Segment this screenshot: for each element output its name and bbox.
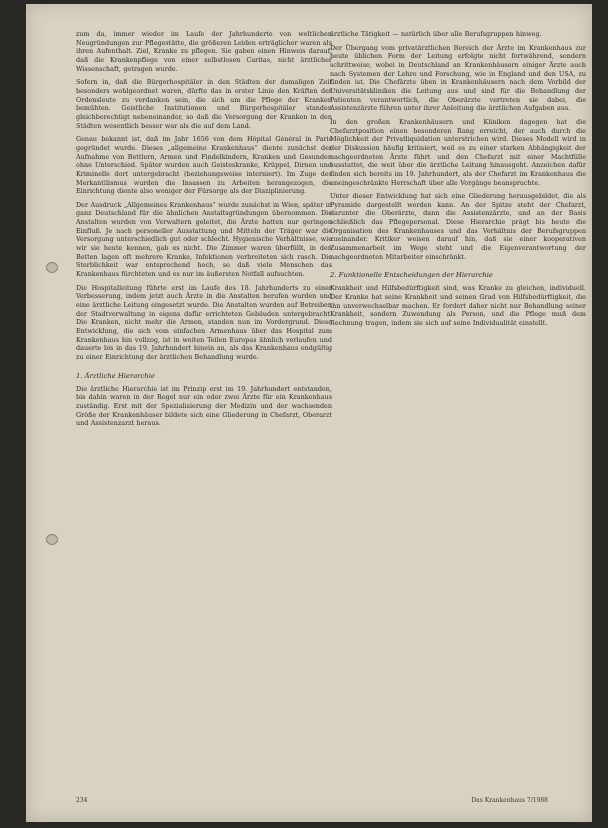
- paragraph: ärztliche Tätigkeit — natürlich über alle Berufsgruppen hinweg.: [330, 30, 542, 38]
- left-column: [76, 30, 332, 433]
- paragraph: Krankheit und Hilfsbedürftigkeit sind, was Kranke zu gleichen, individuell. Der Kranke hat seine Krankheit und seinen Grad von Hilfsbedürftigkeit, die ihn unverwechselbar machen. Er fordert daher nicht nur Behandlung seiner Krankheit, sondern Zuwendung als Person, und die Pflege muß dem Rechnung tragen, indem sie sich auf seine Individualität einstellt.: [330, 284, 586, 328]
- paragraph: zum da, immer wieder im Laufe der Jahrhunderte von weltlichen Neugründungen zur Pflegestätte, die größeren Leiden erträglicher waren als ihren Aufenthalt. Ziel, Kranke zu pflegen. Sie gaben einen Hinweis darauf, daß die Krankenpflege von einer selbstlosen Caritas, nicht ärztlicher Wissenschaft, getragen wurde.: [76, 30, 332, 73]
- paragraph: Der Übergang vom privatärztlichen Bereich der Ärzte im Krankenhaus zur heute üblichen Form der Leitung erfolgte nicht fortwährend, sondern schrittweise, wobei in Deutschland an Krankenhäusern einiger Ärzte auch nach Systemen der Lehre und Forschung, wie in England und den USA, zu finden ist. Die Chefärzte üben in Krankenhäusern nach dem Vorbild der Universitätskliniken die Leitung aus und sind für die Behandlung der Patienten verantwortlich, die Oberärzte vertreten sie dabei, die Assistenzärzte führen unter ihrer Anleitung die ärztlichen Aufgaben aus.: [330, 43, 586, 113]
- paragraph: Unter dieser Entwicklung hat sich eine Gliederung herausgebildet, die als Pyramide dargestellt werden kann. An der Spitze steht der Chefarzt, darunter die Oberärzte, dann die Assistenzärzte, und an der Basis schließlich das Pflegepersonal. Diese Hierarchie prägt bis heute die Organisation des Krankenhauses und das Verhältnis der Berufsgruppen zueinander. Kritiker weisen darauf hin, daß sie einer kooperativen Zusammenarbeit im Wege steht und die Eigenverantwortung der nachgeordneten Mitarbeiter einschränkt.: [330, 192, 586, 261]
- paragraph: In den großen Krankenhäusern und Kliniken dagegen hat die Chefarztposition einen besonderen Rang erreicht, der auch durch die Möglichkeit der Privatliquidation unterstrichen wird. Dieses Modell wird in der Diskussion häufig kritisiert, weil es zu einer starken Abhängigkeit der nachgeordneten Ärzte führt und den Chefarzt mit einer Machtfülle ausstattet, die weit über die ärztliche Leitung hinausgeht. Anzeichen dafür finden sich bereits im 19. Jahrhundert, als der Chefarzt im Krankenhaus die uneingeschränkte Herrschaft über alle Vorgänge beanspruchte.: [330, 117, 586, 187]
- binder-hole-icon: [46, 534, 58, 545]
- section-heading: 2. Funktionelle Entscheidungen der Hierarchie: [330, 271, 493, 280]
- binder-hole-icon: [46, 262, 58, 273]
- section-heading: 1. Ärztliche Hierarchie: [76, 371, 155, 380]
- paragraph: Genau bekannt ist, daß im Jahr 1656 von dem Hôpital Général in Paris gegründet wurde. Dieses „allgemeine Krankenhaus“ diente zunächst der Aufnahme von Bettlern, Armen und Findelkindern, Kranken und Gesunden ohne Unterschied. Später wurden auch Geisteskranke, Krüppel, Dirnen und Kriminelle dort untergebracht (beziehungsweise interniert). Im Zuge des Merkantilismus wurden die Insassen zu Arbeiten herangezogen, die Einrichtung diente also weniger der Fürsorge als der Disziplinierung.: [76, 135, 332, 196]
- paragraph: Sofern in, daß die Bürgerhospitäler in den Städten der damaligen Zeit besonders wohlgeordnet waren, dürfte das in erster Linie den Kräften der Ordensleute zu verdanken sein, die sich um die Pflege der Kranken bemühten. Geistliche Institutionen und Bürgerhospitäler standen gleichberechtigt nebeneinander, so daß die Versorgung der Kranken in den Städten wesentlich besser war als die auf dem Land.: [76, 78, 332, 130]
- document-page: [26, 4, 592, 822]
- page-number: 234: [76, 797, 88, 804]
- journal-footer: Das Krankenhaus 7/1988: [471, 797, 548, 804]
- paragraph: Der Ausdruck „Allgemeines Krankenhaus“ wurde zunächst in Wien, später in ganz Deutschland für die ähnlichen Anstaltsgründungen übernommen. Die Anstalten wurden von Verwaltern geleitet, die Ärzte hatten nur geringen Einfluß. Je nach personeller Ausstattung und Mitteln der Träger war die Versorgung unterschiedlich gut oder schlecht. Hygienische Verhältnisse, wie wir sie heute kennen, gab es nicht. Die Zimmer waren überfüllt, in den Betten lagen oft mehrere Kranke, Infektionen verbreiteten sich rasch. Die Sterblichkeit war entsprechend hoch, so daß viele Menschen das Krankenhaus fürchteten und es nur im äußersten Notfall aufsuchten.: [76, 200, 332, 279]
- paragraph: Die Hospitalleitung führte erst im Laufe des 18. Jahrhunderts zu einer Verbesserung, indem jetzt auch Ärzte in die Anstalten berufen wurden und eine ärztliche Leitung eingesetzt wurde. Die Anstalten wurden auf Betreiben der Stadtverwaltung in eigens dafür errichteten Gebäuden untergebracht. Die Kranken, nicht mehr die Armen, standen nun im Vordergrund. Diese Entwicklung, die sich vom einfachen Armenhaus über das Hospital zum Krankenhaus hin vollzog, ist in weiten Teilen Europas ähnlich verlaufen und dauerte bis in das 19. Jahrhundert hinein an, als das Krankenhaus endgültig zu einer Einrichtung der ärztlichen Behandlung wurde.: [76, 283, 332, 361]
- right-column: [330, 30, 586, 333]
- paragraph: Die ärztliche Hierarchie ist im Prinzip erst im 19. Jahrhundert entstanden, bis dahin waren in der Regel nur ein oder zwei Ärzte für ein Krankenhaus zuständig. Erst mit der Spezialisierung der Medizin und der wachsenden Größe der Krankenhäuser bildete sich eine Gliederung in Chefarzt, Oberarzt und Assistenzarzt heraus.: [76, 384, 332, 428]
